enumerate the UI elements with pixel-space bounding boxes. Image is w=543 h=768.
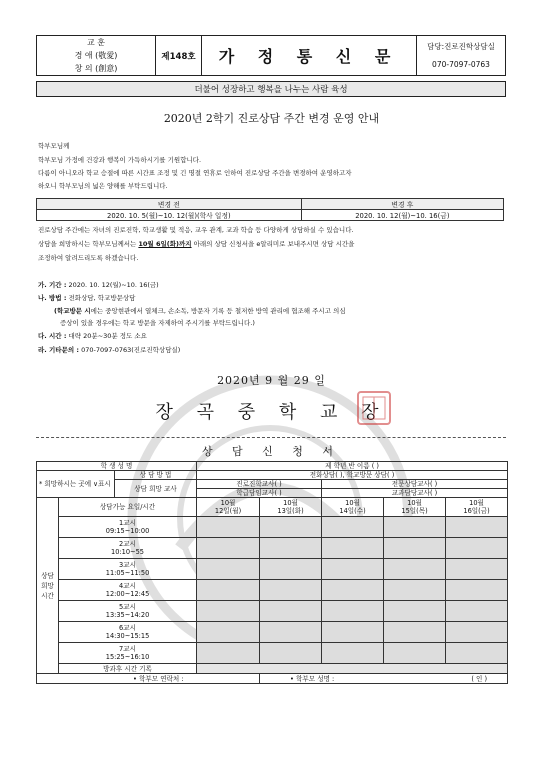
day-header-thu: 10월 15일(목) bbox=[384, 498, 446, 517]
period-label: 2교시 10:10~55 bbox=[59, 538, 197, 559]
slot-cell[interactable] bbox=[260, 538, 322, 559]
slot-cell[interactable] bbox=[384, 559, 446, 580]
method-field[interactable]: 전화상담( ), 학교방문 상담( ) bbox=[197, 471, 508, 480]
principal-signature: 장 곡 중 학 교 장 bbox=[155, 402, 388, 423]
slot-cell[interactable] bbox=[197, 538, 260, 559]
day-header-wed: 10월 14일(수) bbox=[322, 498, 384, 517]
homeroom-teacher-option[interactable]: 학급담임교사( ) bbox=[197, 489, 322, 498]
visit-note: (학교방문 시에는 중앙현관에서 열체크, 손소독, 방문자 기록 등 철저한 방역 관리에 협조해 주시고 의심 bbox=[54, 307, 346, 315]
day-header-mon: 10월 12일(월) bbox=[197, 498, 260, 517]
newsletter-header bbox=[36, 35, 506, 76]
slot-cell[interactable] bbox=[446, 517, 508, 538]
method-label: 상 담 방 법 bbox=[115, 471, 197, 480]
student-name-field[interactable]: 제 학년 반 이름 ( ) bbox=[197, 462, 508, 471]
preferred-time-label: 상담 희망 시간 bbox=[37, 498, 59, 674]
slot-cell[interactable] bbox=[197, 622, 260, 643]
before-header: 변경 전 bbox=[37, 199, 302, 210]
after-school-label: 방과후 시간 기록 bbox=[59, 664, 197, 674]
period-label: 4교시 12:00~12:45 bbox=[59, 580, 197, 601]
period-label: 1교시 09:15~10:00 bbox=[59, 517, 197, 538]
period-label: 7교시 15:25~16:10 bbox=[59, 643, 197, 664]
issue-date: 2020년 9 월 29 일 bbox=[217, 374, 326, 387]
notice-title: 2020년 2학기 진로상담 주간 변경 운영 안내 bbox=[163, 112, 380, 125]
slot-cell[interactable] bbox=[197, 643, 260, 664]
consultation-form bbox=[36, 461, 508, 684]
slot-cell[interactable] bbox=[260, 580, 322, 601]
issue-number: 제148호 bbox=[156, 36, 202, 76]
paragraph-line: 진로상담 주간에는 자녀의 진로진학, 학교생활 및 적응, 교우 관계, 교과 학습 등 다양하게 상담하실 수 있습니다. bbox=[38, 226, 354, 234]
contact-info: 담당:진로진학상담실 070-7097-0763 bbox=[417, 36, 506, 76]
official-seal bbox=[356, 390, 392, 426]
slot-cell[interactable] bbox=[384, 601, 446, 622]
paragraph-line: 학부모님 가정에 건강과 행복이 가득하시기를 기원합니다. bbox=[38, 156, 202, 164]
slot-cell[interactable] bbox=[322, 643, 384, 664]
paragraph-line: 다름이 아니오라 학교 승절에 따른 시간표 조정 및 긴 명절 연휴로 인하여 진로상담 주간을 변경하여 운영하고자 bbox=[38, 169, 352, 177]
slot-cell[interactable] bbox=[260, 622, 322, 643]
period-label: 5교시 13:35~14:20 bbox=[59, 601, 197, 622]
slot-cell[interactable] bbox=[384, 622, 446, 643]
form-title: 상 담 신 청 서 bbox=[201, 445, 342, 458]
cut-line bbox=[36, 437, 506, 438]
newsletter-title: 가 정 통 신 문 bbox=[202, 36, 417, 76]
paragraph-line: 조정하여 알려드리도록 하겠습니다. bbox=[38, 254, 139, 262]
day-header-fri: 10월 16일(금) bbox=[446, 498, 508, 517]
slot-cell[interactable] bbox=[446, 643, 508, 664]
slot-cell[interactable] bbox=[384, 538, 446, 559]
slot-cell[interactable] bbox=[384, 580, 446, 601]
slot-cell[interactable] bbox=[260, 643, 322, 664]
parent-name-field[interactable]: • 학부모 성명 : ( 인 ) bbox=[260, 674, 508, 684]
period-label: 3교시 11:05~11:50 bbox=[59, 559, 197, 580]
period-label: 6교시 14:30~15:15 bbox=[59, 622, 197, 643]
schedule-change-table bbox=[36, 198, 504, 221]
slot-cell[interactable] bbox=[197, 559, 260, 580]
slot-cell[interactable] bbox=[446, 622, 508, 643]
seal-mark: ( 인 ) bbox=[471, 674, 488, 683]
visit-note-line2: 증상이 있을 경우에는 학교 방문을 자제하여 주시기를 부탁드립니다.) bbox=[60, 319, 255, 327]
deadline: 10월 6일(화)까지 bbox=[138, 240, 192, 248]
teacher-label: 상담 희망 교사 bbox=[115, 480, 197, 498]
subject-teacher-option[interactable]: 교과담당교사( ) bbox=[322, 489, 508, 498]
slot-cell[interactable] bbox=[446, 580, 508, 601]
period-item: 가. 기간 : 2020. 10. 12(월)~10. 16(금) bbox=[38, 281, 159, 289]
after-school-field[interactable] bbox=[197, 664, 508, 674]
slot-cell[interactable] bbox=[322, 580, 384, 601]
slot-cell[interactable] bbox=[260, 559, 322, 580]
after-dates: 2020. 10. 12(월)~10. 16(금) bbox=[301, 210, 503, 221]
time-header: 상담가능 요일/시간 bbox=[59, 498, 197, 517]
inquiry-item: 라. 기타문의 : 070-7097-0763(진로진학상담실) bbox=[38, 346, 181, 354]
slot-cell[interactable] bbox=[446, 538, 508, 559]
slot-cell[interactable] bbox=[260, 601, 322, 622]
slot-cell[interactable] bbox=[197, 580, 260, 601]
method-item: 나. 방법 : 전화상담, 학교방문상담 bbox=[38, 294, 136, 302]
counselor-option[interactable]: 전문상담교사( ) bbox=[322, 480, 508, 489]
student-name-label: 학 생 성 명 bbox=[37, 462, 197, 471]
slot-cell[interactable] bbox=[197, 517, 260, 538]
slot-cell[interactable] bbox=[384, 517, 446, 538]
before-dates: 2020. 10. 5(월)~10. 12(월)(학사 일정) bbox=[37, 210, 302, 221]
day-header-tue: 10월 13일(화) bbox=[260, 498, 322, 517]
after-header: 변경 후 bbox=[301, 199, 503, 210]
slot-cell[interactable] bbox=[322, 559, 384, 580]
school-motto: 교 훈 경 애 (敬愛) 창 의 (創意) bbox=[37, 36, 156, 76]
slot-cell[interactable] bbox=[446, 601, 508, 622]
greeting: 학부모님께 bbox=[38, 142, 70, 150]
slot-cell[interactable] bbox=[322, 517, 384, 538]
slot-cell[interactable] bbox=[446, 559, 508, 580]
paragraph-line: 상담을 희망하시는 학부모님께서는 10월 6일(화)까지 아래의 상담 신청서을 e알리미로 보내주시면 상담 시간을 bbox=[38, 240, 355, 248]
slot-cell[interactable] bbox=[322, 622, 384, 643]
check-instruction: * 희망하시는 곳에 ∨표시 bbox=[37, 471, 115, 498]
school-slogan: 더불어 성장하고 행복을 나누는 사람 육성 bbox=[36, 81, 506, 97]
slot-cell[interactable] bbox=[322, 538, 384, 559]
time-item: 다. 시간 : 대략 20분~30분 정도 소요 bbox=[38, 332, 147, 340]
slot-cell[interactable] bbox=[260, 517, 322, 538]
slot-cell[interactable] bbox=[384, 643, 446, 664]
career-teacher-option[interactable]: 진로진학교사( ) bbox=[197, 480, 322, 489]
parent-phone-field[interactable]: • 학부모 연락처 : bbox=[37, 674, 260, 684]
slot-cell[interactable] bbox=[197, 601, 260, 622]
paragraph-line: 하오니 학부모님의 넓은 양해를 부탁드립니다. bbox=[38, 182, 168, 190]
slot-cell[interactable] bbox=[322, 601, 384, 622]
